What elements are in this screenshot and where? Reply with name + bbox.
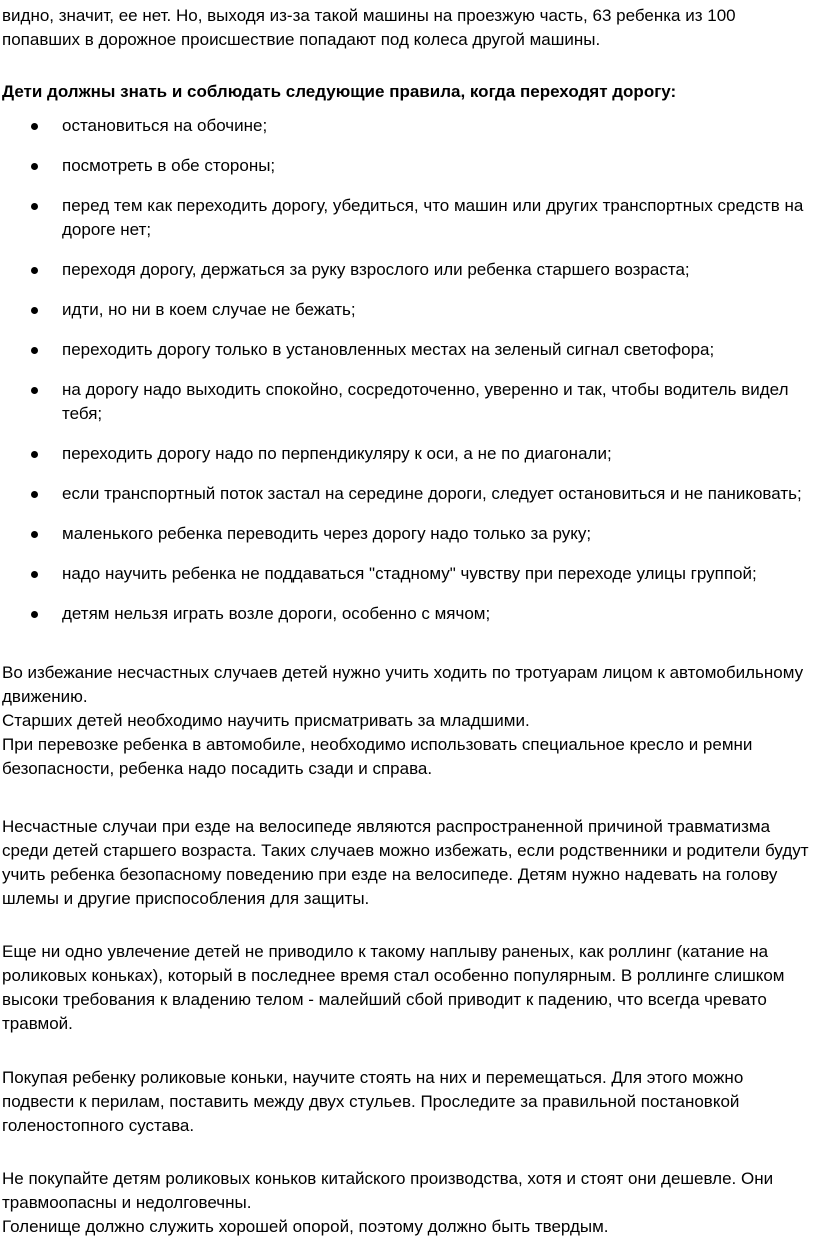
sidewalk-line: Во избежание несчастных случаев детей нужно учить ходить по тротуарам лицом к автомобильному движению. bbox=[2, 663, 804, 706]
rules-list-item: остановиться на обочине; bbox=[0, 114, 816, 138]
rolling-paragraph: Еще ни одно увлечение детей не приводило к такому наплыву раненых, как роллинг (катание на роликовых коньках), который в последнее время стал особенно популярным. В роллинге слишком высоки требования к владению телом - малейший сбой приводит к падению, что всегда чревато травмой. bbox=[2, 942, 785, 1033]
car-seat-line: При перевозке ребенка в автомобиле, необходимо использовать специальное кресло и ремни безопасности, ребенка надо посадить сзади и справа. bbox=[2, 735, 753, 778]
intro-paragraph: видно, значит, ее нет. Но, выходя из-за такой машины на проезжую часть, 63 ребенка из 100 попавших в дорожное происшествие попадают под колеса другой машины. bbox=[2, 6, 736, 49]
bicycle-paragraph: Несчастные случаи при езде на велосипеде являются распространенной причиной травматизма среди детей старшего возраста. Таких случаев можно избежать, если родственники и родители будут учить ребенка безопасному поведению при езде на велосипеде. Детям нужно надевать на голову шлемы и другие приспособления для защиты. bbox=[2, 817, 809, 908]
rules-list-item: перед тем как переходить дорогу, убедиться, что машин или других транспортных средств на дороге нет; bbox=[0, 194, 816, 242]
rules-list-item: надо научить ребенка не поддаваться "стадному" чувству при переходе улицы группой; bbox=[0, 562, 816, 586]
boot-line: Голенище должно служить хорошей опорой, поэтому должно быть твердым. bbox=[2, 1217, 609, 1236]
rules-list-item: переходя дорогу, держаться за руку взрослого или ребенка старшего возраста; bbox=[0, 258, 816, 282]
rules-list bbox=[0, 114, 816, 642]
rules-list-item: переходить дорогу надо по перпендикуляру к оси, а не по диагонали; bbox=[0, 442, 816, 466]
older-children-line: Старших детей необходимо научить присматривать за младшими. bbox=[2, 711, 530, 730]
rules-list-item: посмотреть в обе стороны; bbox=[0, 154, 816, 178]
skates-paragraph: Покупая ребенку роликовые коньки, научите стоять на них и перемещаться. Для этого можно подвести к перилам, поставить между двух стульев. Проследите за правильной постановкой голеностопного сустава. bbox=[2, 1068, 744, 1135]
rules-heading: Дети должны знать и соблюдать следующие правила, когда переходят дорогу: bbox=[2, 82, 677, 101]
rules-list-item: детям нельзя играть возле дороги, особенно с мячом; bbox=[0, 602, 816, 626]
rules-list-item: переходить дорогу только в установленных местах на зеленый сигнал светофора; bbox=[0, 338, 816, 362]
safety-lines bbox=[2, 661, 812, 781]
rules-list-item: на дорогу надо выходить спокойно, сосредоточенно, уверенно и так, чтобы водитель видел тебя; bbox=[0, 378, 816, 426]
rules-list-item: если транспортный поток застал на середине дороги, следует остановиться и не паниковать; bbox=[0, 482, 816, 506]
chinese-skates-line: Не покупайте детям роликовых коньков китайского производства, хотя и стоят они дешевле. Они травмоопасны и недолговечны. bbox=[2, 1169, 774, 1212]
rules-list-item: идти, но ни в коем случае не бежать; bbox=[0, 298, 816, 322]
skates-advice bbox=[2, 1167, 812, 1239]
rules-list-item: маленького ребенка переводить через дорогу надо только за руку; bbox=[0, 522, 816, 546]
